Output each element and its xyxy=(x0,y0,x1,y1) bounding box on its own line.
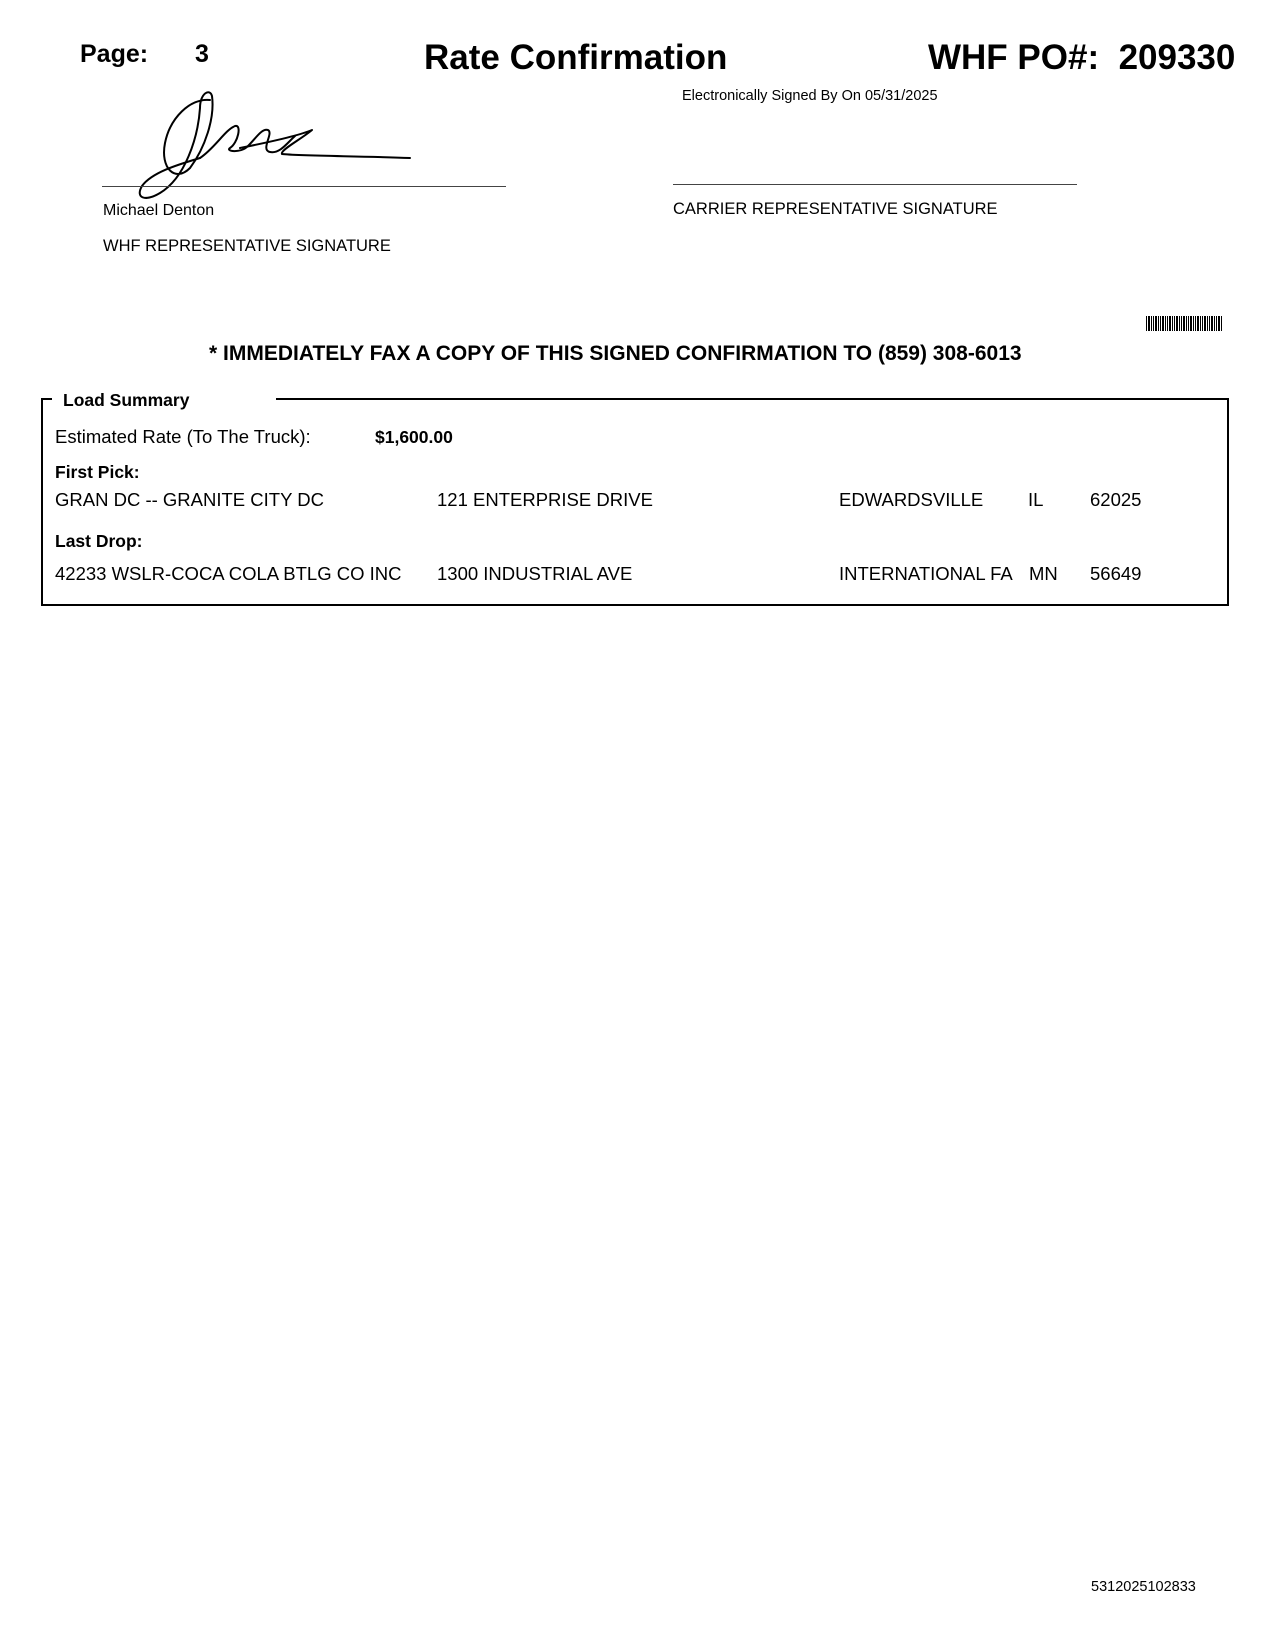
whf-signature-label: WHF REPRESENTATIVE SIGNATURE xyxy=(103,237,391,255)
whf-signature-line xyxy=(102,186,506,187)
po-number-heading xyxy=(928,38,1235,78)
page-label: Page: xyxy=(80,40,149,68)
first-pick-label: First Pick: xyxy=(55,462,140,482)
carrier-signature-label: CARRIER REPRESENTATIVE SIGNATURE xyxy=(673,200,998,218)
document-id: 5312025102833 xyxy=(1091,1579,1196,1595)
last-drop-state: MN xyxy=(1029,563,1058,584)
barcode-icon xyxy=(1146,316,1222,331)
first-pick-name: GRAN DC -- GRANITE CITY DC xyxy=(55,489,324,510)
first-pick-city: EDWARDSVILLE xyxy=(839,489,984,510)
last-drop-name: 42233 WSLR-COCA COLA BTLG CO INC xyxy=(55,563,402,584)
last-drop-city: INTERNATIONAL FA xyxy=(839,563,1013,584)
handwritten-signature xyxy=(130,88,440,206)
fax-notice: * IMMEDIATELY FAX A COPY OF THIS SIGNED CONFIRMATION TO (859) 308-6013 xyxy=(209,342,1022,365)
first-pick-state: IL xyxy=(1028,489,1044,510)
first-pick-address: 121 ENTERPRISE DRIVE xyxy=(437,489,653,510)
page-number: 3 xyxy=(195,40,209,68)
last-drop-label: Last Drop: xyxy=(55,531,143,551)
po-label: WHF PO#: xyxy=(928,38,1100,77)
load-summary-title: Load Summary xyxy=(63,390,190,410)
last-drop-zip: 56649 xyxy=(1090,563,1142,584)
document-title: Rate Confirmation xyxy=(424,38,728,77)
rate-value: $1,600.00 xyxy=(375,427,453,447)
whf-signer-name: Michael Denton xyxy=(103,202,215,219)
first-pick-zip: 62025 xyxy=(1090,489,1142,510)
carrier-signature-line xyxy=(673,184,1077,185)
po-number: 209330 xyxy=(1118,38,1236,77)
last-drop-address: 1300 INDUSTRIAL AVE xyxy=(437,563,633,584)
rate-label: Estimated Rate (To The Truck): xyxy=(55,426,311,447)
electronic-signature-note: Electronically Signed By On 05/31/2025 xyxy=(682,88,938,104)
